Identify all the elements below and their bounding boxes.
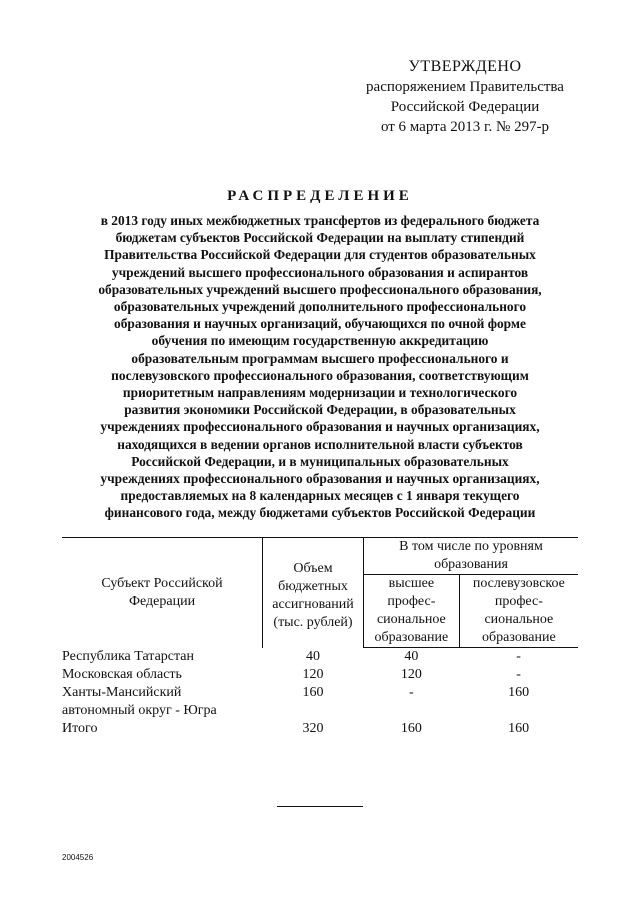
subtitle-line: учреждений высшего профессионального образования и аспирантов (111, 264, 529, 280)
subtitle-line: образовательным программам высшего профессионального и (131, 350, 509, 366)
subtitle-line: образовательных учреждений дополнительного профессионального (113, 299, 527, 315)
subtitle-line: предоставляемых на 8 календарных месяцев с 1 января текущего (120, 488, 520, 504)
header-text: образования (434, 557, 508, 572)
subtitle-line: находящихся в ведении органов исполнительной власти субъектов (117, 436, 523, 452)
cell-text: автономный округ - Югра (62, 703, 217, 718)
cell-subject (62, 684, 263, 720)
table-row-total (62, 720, 578, 738)
document-code: 2004526 (62, 853, 94, 862)
header-postgraduate (459, 575, 578, 648)
cell-higher: 120 (400, 667, 422, 682)
cell-postgrad: - (516, 649, 521, 664)
subtitle-line: бюджетам субъектов Российской Федерации на выплату стипендий (115, 230, 525, 246)
cell-higher: 160 (400, 721, 422, 736)
header-text: Субъект Российской (101, 575, 223, 591)
approval-line: Российской Федерации (390, 99, 540, 115)
cell-subject (62, 648, 263, 667)
table-row (62, 648, 578, 667)
cell-postgrad: 160 (508, 685, 530, 700)
approval-heading: УТВЕРЖДЕНО (408, 58, 522, 75)
cell-text: Московская область (62, 667, 182, 682)
distribution-table (62, 537, 578, 738)
header-text: образование (374, 630, 449, 645)
header-by-level (364, 538, 579, 575)
header-text: послевузовское (472, 576, 565, 591)
header-text: (тыс. рублей) (273, 615, 353, 630)
document-title: РАСПРЕДЕЛЕНИЕ (227, 188, 413, 204)
subtitle-line: Правительства Российской Федерации для студентов образовательных (104, 247, 536, 263)
subtitle-line: финансового года, между бюджетами субъектов Российской Федерации (104, 505, 536, 521)
header-text: высшее (388, 576, 435, 591)
cell-subject (62, 720, 263, 738)
cell-higher: 40 (404, 649, 419, 664)
subtitle-line: образования и научных организаций, обучающихся по очной форме (114, 316, 526, 332)
subtitle-line: образовательных учреждений высшего профессионального образования, (98, 281, 542, 297)
header-text: сиональное (484, 612, 554, 627)
header-text: В том числе по уровням (399, 539, 543, 554)
header-text: профес- (387, 594, 436, 609)
cell-postgrad: - (516, 667, 521, 682)
header-higher (364, 575, 460, 648)
subtitle-line: приоритетным направлениям модернизации и технологического (122, 385, 518, 401)
table-row (62, 666, 578, 684)
subtitle-line: учреждениях профессионального образования и научных организациях, (100, 471, 540, 487)
cell-text: Республика Татарстан (62, 648, 195, 664)
subtitle-line: послевузовского профессионального образования, соответствующим (111, 367, 529, 383)
end-separator-line (277, 806, 363, 807)
cell-subject (62, 666, 263, 684)
approval-line: распоряжением Правительства (366, 79, 564, 95)
cell-volume: 160 (302, 685, 324, 700)
header-subject (62, 538, 263, 648)
table-header-row (62, 538, 578, 575)
cell-text: Ханты-Мансийский (62, 685, 182, 700)
cell-text: Итого (62, 721, 98, 736)
header-volume (263, 538, 364, 648)
approval-date-line: от 6 марта 2013 г. № 297-р (380, 119, 550, 135)
subtitle-line: развития экономики Российской Федерации, в образовательных (124, 402, 516, 418)
header-text: ассигнований (272, 597, 354, 612)
header-text: сиональное (376, 612, 446, 627)
document-subtitle (60, 212, 580, 522)
header-text: бюджетных (278, 579, 348, 594)
cell-higher: - (409, 685, 414, 700)
subtitle-line: обучения по имеющим государственную аккредитацию (151, 333, 489, 349)
approval-stamp (340, 56, 590, 137)
header-text: образование (482, 630, 556, 645)
cell-volume: 320 (302, 721, 324, 736)
subtitle-line: Российской Федерации, и в муниципальных образовательных (131, 453, 509, 469)
header-text: Объем (293, 561, 333, 576)
cell-volume: 40 (306, 648, 320, 664)
subtitle-line: в 2013 году иных межбюджетных трансфертов из федерального бюджета (100, 213, 540, 228)
cell-volume: 120 (302, 667, 324, 682)
header-text: Федерации (128, 593, 196, 609)
table-row (62, 684, 578, 720)
subtitle-line: учреждениях профессионального образования и научных организациях, (100, 419, 540, 435)
header-text: профес- (494, 594, 543, 609)
cell-postgrad: 160 (508, 721, 530, 736)
